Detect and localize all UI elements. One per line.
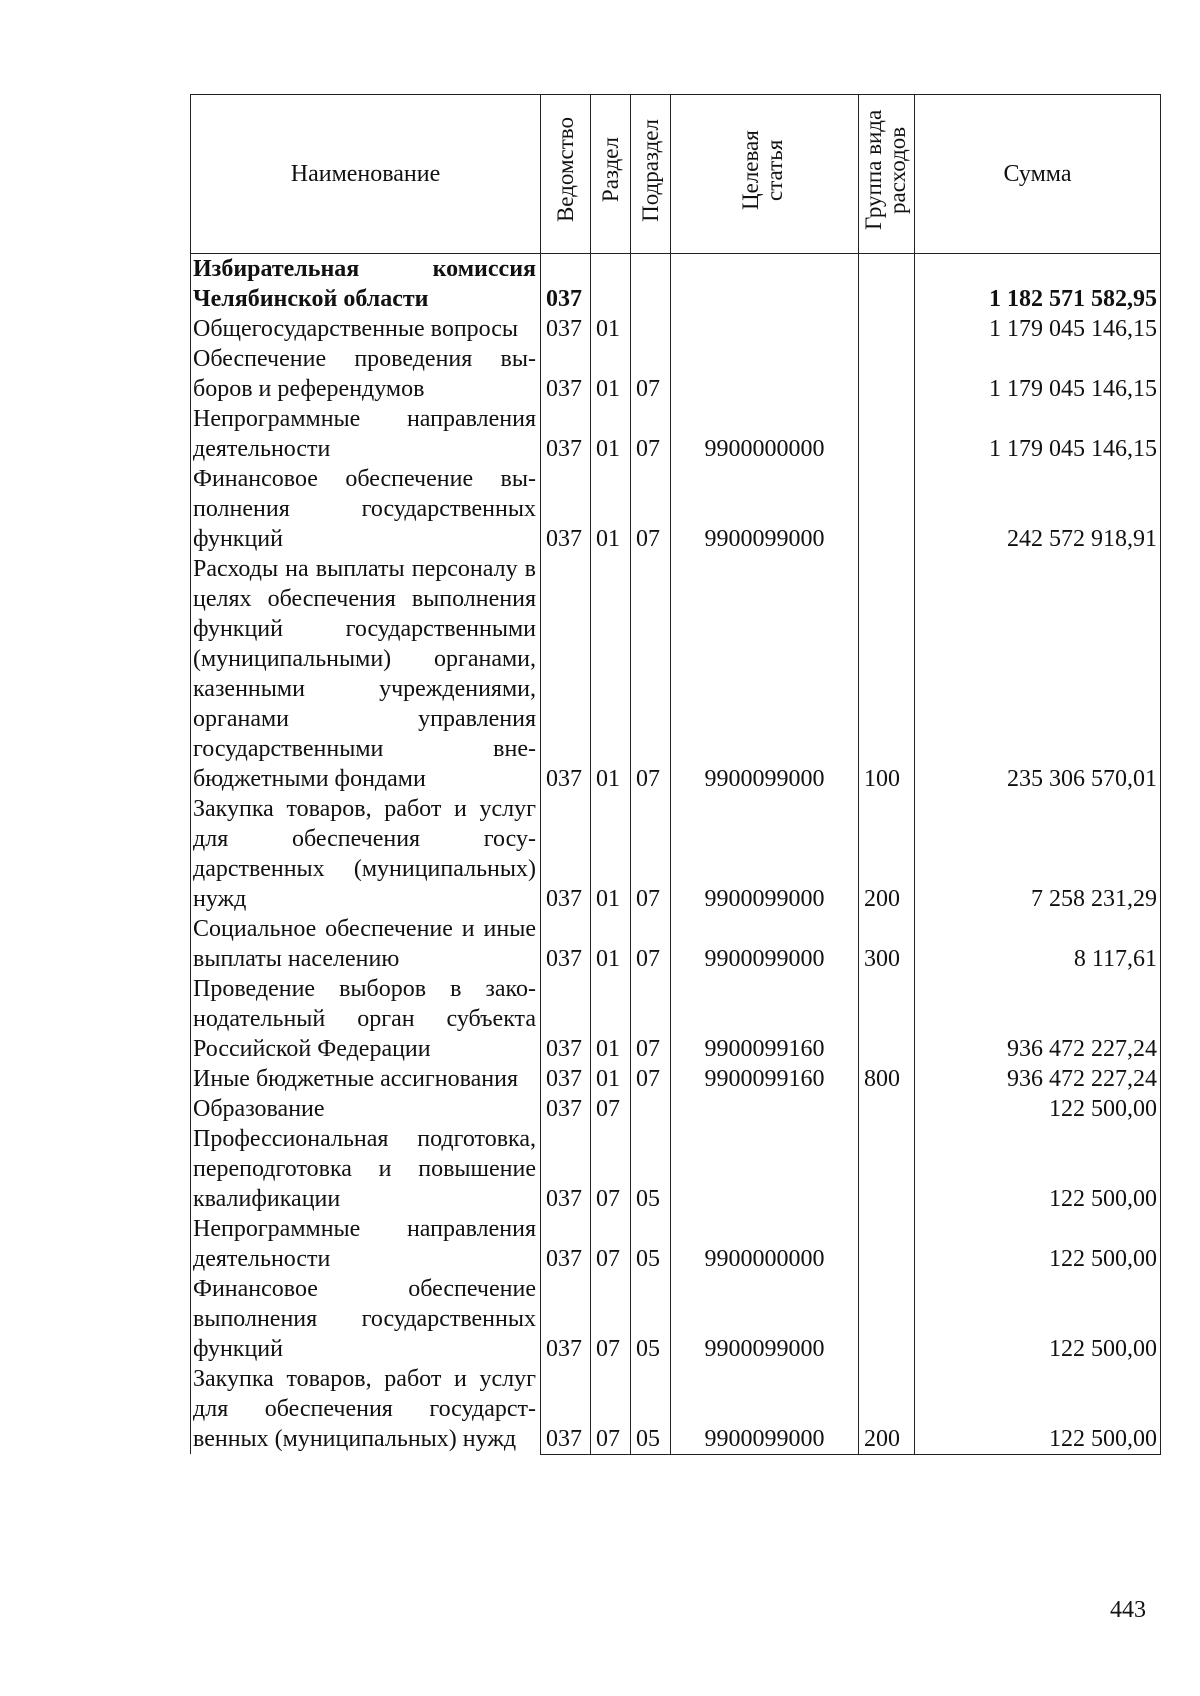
cell-department: 037 — [541, 974, 591, 1064]
cell-subsection — [631, 1094, 671, 1124]
cell-target — [671, 314, 859, 344]
cell-department: 037 — [541, 254, 591, 315]
header-expense-group: Группа вида расходов — [859, 95, 915, 254]
cell-department: 037 — [541, 1274, 591, 1364]
cell-department: 037 — [541, 554, 591, 794]
cell-amount: 122 500,00 — [915, 1124, 1161, 1214]
cell-section — [591, 254, 631, 315]
table-body — [191, 254, 1161, 1455]
table-row — [191, 1064, 1161, 1094]
cell-amount: 7 258 231,29 — [915, 794, 1161, 914]
table-row — [191, 1094, 1161, 1124]
table-row — [191, 794, 1161, 914]
cell-target: 9900099000 — [671, 464, 859, 554]
header-section: Раздел — [591, 95, 631, 254]
cell-amount: 122 500,00 — [915, 1274, 1161, 1364]
cell-subsection: 07 — [631, 554, 671, 794]
cell-target — [671, 1124, 859, 1214]
cell-name: Финансовое обеспечение выполнения государственных функций — [191, 464, 541, 554]
table-row — [191, 1364, 1161, 1454]
cell-subsection: 05 — [631, 1124, 671, 1214]
cell-name: Общегосударственные вопросы — [191, 314, 541, 344]
cell-target: 9900000000 — [671, 1214, 859, 1274]
cell-expense-group — [859, 344, 915, 404]
cell-section: 01 — [591, 314, 631, 344]
cell-expense-group: 800 — [859, 1064, 915, 1094]
cell-department: 037 — [541, 794, 591, 914]
cell-expense-group: 100 — [859, 554, 915, 794]
cell-name: Непрограммные направления деятельности — [191, 404, 541, 464]
header-subsection: Подраздел — [631, 95, 671, 254]
cell-expense-group — [859, 254, 915, 315]
cell-amount: 122 500,00 — [915, 1214, 1161, 1274]
cell-name: Закупка товаров, работ и услуг для обеспечения государственных (муниципальных) нужд — [191, 1364, 541, 1454]
cell-name: Проведение выборов в законодательный орган субъекта Российской Федерации — [191, 974, 541, 1064]
cell-section: 01 — [591, 914, 631, 974]
cell-amount: 235 306 570,01 — [915, 554, 1161, 794]
cell-target: 9900099000 — [671, 794, 859, 914]
cell-subsection: 07 — [631, 794, 671, 914]
cell-amount: 936 472 227,24 — [915, 1064, 1161, 1094]
cell-department: 037 — [541, 1124, 591, 1214]
cell-subsection: 05 — [631, 1214, 671, 1274]
cell-target — [671, 344, 859, 404]
cell-amount: 1 179 045 146,15 — [915, 344, 1161, 404]
cell-department: 037 — [541, 1064, 591, 1094]
cell-section: 07 — [591, 1094, 631, 1124]
cell-name: Финансовое обеспечение выполнения государственных функций — [191, 1274, 541, 1364]
cell-department: 037 — [541, 344, 591, 404]
cell-department: 037 — [541, 314, 591, 344]
table-row — [191, 554, 1161, 794]
cell-expense-group — [859, 404, 915, 464]
cell-target: 9900099000 — [671, 1274, 859, 1364]
table-row — [191, 914, 1161, 974]
cell-subsection: 07 — [631, 404, 671, 464]
cell-section: 07 — [591, 1214, 631, 1274]
cell-subsection: 07 — [631, 1064, 671, 1094]
cell-name: Расходы на выплаты персоналу в целях обеспечения выполнения функций государственными (муниципальными) органами, казенными учреждениями, органами управления государственными внебюджетными фондами — [191, 554, 541, 794]
cell-department: 037 — [541, 404, 591, 464]
cell-subsection — [631, 314, 671, 344]
cell-amount: 8 117,61 — [915, 914, 1161, 974]
cell-amount: 122 500,00 — [915, 1094, 1161, 1124]
cell-subsection: 07 — [631, 464, 671, 554]
cell-amount: 1 182 571 582,95 — [915, 254, 1161, 315]
cell-subsection: 07 — [631, 914, 671, 974]
cell-expense-group: 200 — [859, 1364, 915, 1454]
cell-expense-group — [859, 1094, 915, 1124]
header-row — [191, 95, 1161, 254]
cell-section: 01 — [591, 464, 631, 554]
cell-department: 037 — [541, 914, 591, 974]
cell-name: Иные бюджетные ассигнования — [191, 1064, 541, 1094]
cell-target: 9900099160 — [671, 974, 859, 1064]
cell-expense-group: 300 — [859, 914, 915, 974]
cell-subsection — [631, 254, 671, 315]
cell-subsection: 05 — [631, 1364, 671, 1454]
header-target: Целевая статья — [671, 95, 859, 254]
header-name: Наименование — [191, 95, 541, 254]
cell-subsection: 07 — [631, 974, 671, 1064]
table-row — [191, 1124, 1161, 1214]
cell-section: 01 — [591, 554, 631, 794]
cell-section: 07 — [591, 1274, 631, 1364]
table-row — [191, 974, 1161, 1064]
table-row — [191, 314, 1161, 344]
cell-expense-group — [859, 974, 915, 1064]
cell-expense-group — [859, 1214, 915, 1274]
cell-expense-group — [859, 1274, 915, 1364]
cell-department: 037 — [541, 1364, 591, 1454]
cell-department: 037 — [541, 464, 591, 554]
cell-expense-group — [859, 314, 915, 344]
header-department: Ведомство — [541, 95, 591, 254]
cell-name: Закупка товаров, работ и услуг для обеспечения государственных (муниципальных) нужд — [191, 794, 541, 914]
budget-table — [190, 94, 1161, 1455]
cell-target: 9900099000 — [671, 914, 859, 974]
cell-department: 037 — [541, 1214, 591, 1274]
cell-amount: 1 179 045 146,15 — [915, 314, 1161, 344]
cell-name: Социальное обеспечение и иные выплаты населению — [191, 914, 541, 974]
cell-expense-group — [859, 1124, 915, 1214]
cell-amount: 122 500,00 — [915, 1364, 1161, 1454]
cell-target: 9900000000 — [671, 404, 859, 464]
cell-target — [671, 254, 859, 315]
cell-target: 9900099160 — [671, 1064, 859, 1094]
cell-target: 9900099000 — [671, 554, 859, 794]
cell-section: 07 — [591, 1364, 631, 1454]
page-number: 443 — [1110, 1597, 1146, 1623]
cell-amount: 1 179 045 146,15 — [915, 404, 1161, 464]
cell-name: Избирательная комиссия Челябинской области — [191, 254, 541, 315]
table-row — [191, 1214, 1161, 1274]
cell-amount: 936 472 227,24 — [915, 974, 1161, 1064]
cell-name: Непрограммные направления деятельности — [191, 1214, 541, 1274]
cell-amount: 242 572 918,91 — [915, 464, 1161, 554]
cell-subsection: 05 — [631, 1274, 671, 1364]
cell-name: Обеспечение проведения выборов и референдумов — [191, 344, 541, 404]
cell-target: 9900099000 — [671, 1364, 859, 1454]
cell-subsection: 07 — [631, 344, 671, 404]
cell-expense-group: 200 — [859, 794, 915, 914]
cell-target — [671, 1094, 859, 1124]
cell-section: 07 — [591, 1124, 631, 1214]
cell-department: 037 — [541, 1094, 591, 1124]
table-row — [191, 344, 1161, 404]
table-row — [191, 254, 1161, 315]
table-row — [191, 1274, 1161, 1364]
cell-name: Образование — [191, 1094, 541, 1124]
cell-section: 01 — [591, 1064, 631, 1094]
cell-expense-group — [859, 464, 915, 554]
table-row — [191, 464, 1161, 554]
cell-section: 01 — [591, 344, 631, 404]
cell-name: Профессиональная подготовка, переподготовка и повышение квалификации — [191, 1124, 541, 1214]
header-amount: Сумма — [915, 95, 1161, 254]
cell-section: 01 — [591, 974, 631, 1064]
table-row — [191, 404, 1161, 464]
cell-section: 01 — [591, 794, 631, 914]
cell-section: 01 — [591, 404, 631, 464]
